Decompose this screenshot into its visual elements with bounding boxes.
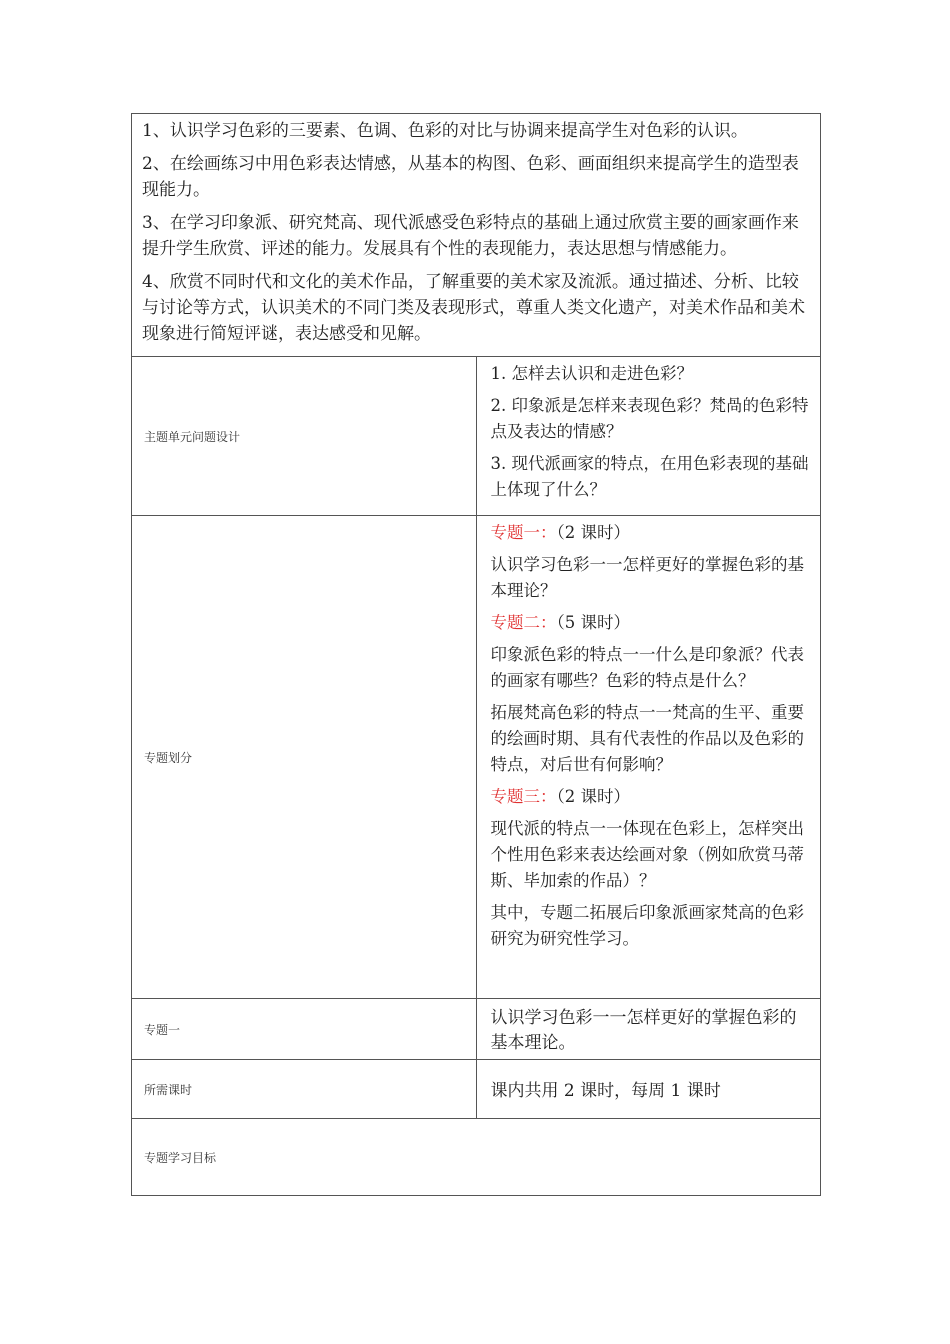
objective-3: 3、在学习印象派、研究梵高、现代派感受色彩特点的基础上通过欣赏主要的画家画作来提升学生欣赏、评述的能力。发展具有个性的表现能力，表达思想与情感能力。 bbox=[142, 213, 799, 259]
objective-4: 4、欣赏不同时代和文化的美术作品，了解重要的美术家及流派。通过描述、分析、比较与讨论等方式，认识美术的不同门类及表现形式，尊重人类文化遗产，对美术作品和美术现象进行简短评谜，表达感受和见解。 bbox=[142, 272, 805, 344]
goals-row bbox=[132, 1119, 821, 1196]
topic-3-heading bbox=[491, 784, 813, 810]
hours-value: 课内共用 2 课时，每周 1 课时 bbox=[476, 1060, 821, 1119]
objective-2: 2、在绘画练习中用色彩表达情感，从基本的构图、色彩、画面组织来提高学生的造型表现能力。 bbox=[142, 154, 799, 200]
objectives-cell bbox=[132, 114, 821, 357]
topic-3-desc: 现代派的特点一一体现在色彩上，怎样突出个性用色彩来表达绘画对象（例如欣赏马蒂斯、毕加索的作品）？ bbox=[490, 819, 804, 890]
topics-note: 其中，专题二拓展后印象派画家梵高的色彩研究为研究性学习。 bbox=[490, 903, 804, 948]
questions-row bbox=[132, 357, 821, 516]
goals-label: 专题学习目标 bbox=[132, 1119, 821, 1196]
question-1: 1. 怎样去认识和走进色彩？ bbox=[490, 364, 693, 383]
topics-label: 专题划分 bbox=[132, 516, 477, 999]
topic-2-desc-1: 印象派色彩的特点一一什么是印象派？代表的画家有哪些？色彩的特点是什么？ bbox=[490, 645, 804, 690]
topics-row bbox=[132, 516, 821, 999]
topic-1-hours: （2 课时） bbox=[556, 523, 630, 542]
questions-cell bbox=[476, 357, 821, 516]
topics-cell bbox=[476, 516, 821, 999]
topic-3-title: 专题三： bbox=[490, 787, 557, 806]
topic-2-hours: （5 课时） bbox=[556, 613, 630, 632]
hours-row bbox=[132, 1060, 821, 1119]
topic-1-desc: 认识学习色彩一一怎样更好的掌握色彩的基本理论？ bbox=[490, 555, 804, 600]
objective-1: 1、认识学习色彩的三要素、色调、色彩的对比与协调来提高学生对色彩的认识。 bbox=[142, 121, 748, 141]
topic-3-hours: （2 课时） bbox=[556, 787, 630, 806]
topic-1-heading bbox=[491, 520, 813, 546]
topic-one-label: 专题一 bbox=[132, 999, 477, 1060]
topic-2-heading bbox=[491, 610, 813, 636]
question-2: 2. 印象派是怎样来表现色彩？梵咼的色彩特点及表达的情感？ bbox=[490, 396, 809, 441]
hours-label: 所需课时 bbox=[132, 1060, 477, 1119]
topic-1-title: 专题一： bbox=[490, 523, 557, 542]
topic-2-title: 专题二： bbox=[490, 613, 557, 632]
topic-2-desc-2: 拓展梵高色彩的特点一一梵高的生平、重要的绘画时期、具有代表性的作品以及色彩的特点，对后世有何影响？ bbox=[490, 703, 804, 774]
objectives-row bbox=[132, 114, 821, 357]
lesson-plan-table bbox=[131, 113, 821, 1196]
question-3: 3. 现代派画家的特点，在用色彩表现的基础上体现了什么？ bbox=[490, 454, 809, 499]
questions-label: 主题单元问题设计 bbox=[132, 357, 477, 516]
topic-one-row bbox=[132, 999, 821, 1060]
topic-one-value: 认识学习色彩一一怎样更好的掌握色彩的基本理论。 bbox=[476, 999, 821, 1060]
